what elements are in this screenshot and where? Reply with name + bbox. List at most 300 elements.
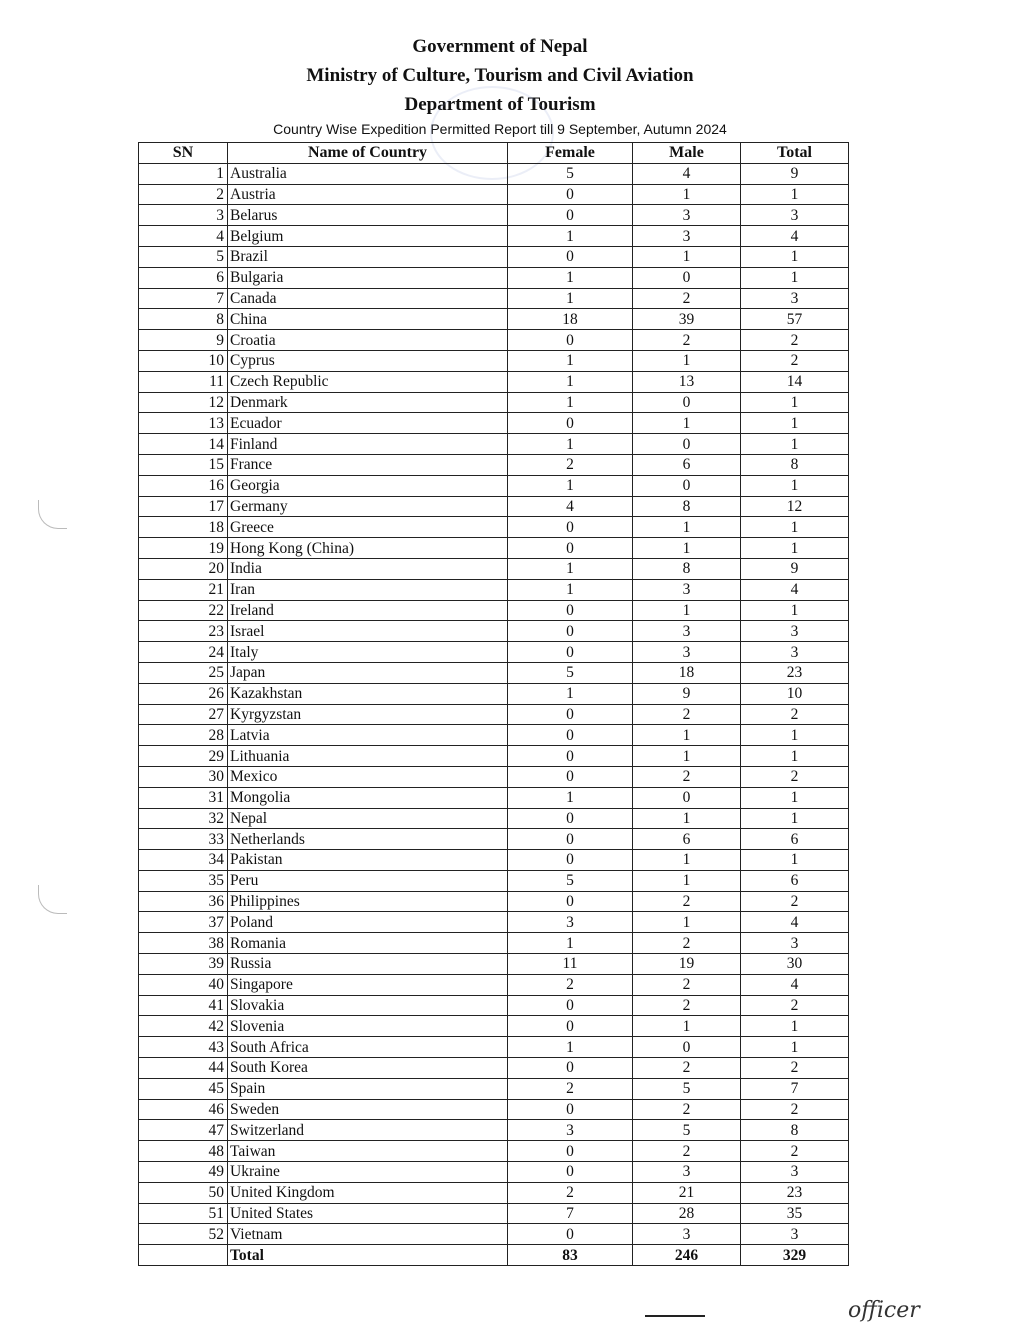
row-sn: 17	[139, 496, 228, 517]
row-sn: 44	[139, 1058, 228, 1079]
row-sn: 12	[139, 392, 228, 413]
row-female: 1	[508, 683, 633, 704]
punch-hole-mark	[38, 500, 67, 529]
table-row	[139, 974, 849, 995]
row-sn: 22	[139, 600, 228, 621]
row-female: 1	[508, 371, 633, 392]
row-female: 1	[508, 434, 633, 455]
row-country: Pakistan	[228, 850, 508, 871]
row-male: 3	[633, 226, 741, 247]
row-total: 23	[741, 662, 849, 683]
row-female: 0	[508, 850, 633, 871]
table-row	[139, 184, 849, 205]
row-female: 1	[508, 1037, 633, 1058]
row-sn: 14	[139, 434, 228, 455]
row-country: United Kingdom	[228, 1182, 508, 1203]
row-sn: 27	[139, 704, 228, 725]
row-male: 13	[633, 371, 741, 392]
row-male: 3	[633, 1224, 741, 1245]
row-female: 2	[508, 974, 633, 995]
row-female: 1	[508, 267, 633, 288]
row-sn: 42	[139, 1016, 228, 1037]
table-row	[139, 1120, 849, 1141]
row-total: 9	[741, 558, 849, 579]
row-male: 2	[633, 1058, 741, 1079]
table-row	[139, 517, 849, 538]
row-total: 2	[741, 1099, 849, 1120]
row-male: 1	[633, 1016, 741, 1037]
row-total: 1	[741, 600, 849, 621]
row-female: 1	[508, 787, 633, 808]
row-country: Brazil	[228, 246, 508, 267]
table-row	[139, 1016, 849, 1037]
row-female: 7	[508, 1203, 633, 1224]
row-total: 3	[741, 205, 849, 226]
row-country: Kazakhstan	[228, 683, 508, 704]
table-row	[139, 538, 849, 559]
table-row	[139, 454, 849, 475]
row-total: 1	[741, 184, 849, 205]
row-male: 28	[633, 1203, 741, 1224]
row-sn: 36	[139, 891, 228, 912]
row-total: 1	[741, 1016, 849, 1037]
row-total: 2	[741, 1058, 849, 1079]
row-male: 1	[633, 517, 741, 538]
row-country: Ireland	[228, 600, 508, 621]
row-country: Russia	[228, 954, 508, 975]
row-male: 1	[633, 870, 741, 891]
table-row	[139, 621, 849, 642]
row-total: 1	[741, 538, 849, 559]
table-row	[139, 787, 849, 808]
column-header-sn: SN	[139, 143, 228, 164]
row-country: Ukraine	[228, 1162, 508, 1183]
row-sn: 3	[139, 205, 228, 226]
table-row	[139, 1099, 849, 1120]
row-country: China	[228, 309, 508, 330]
row-female: 0	[508, 1016, 633, 1037]
row-male: 1	[633, 850, 741, 871]
report-subtitle: Country Wise Expedition Permitted Report till 9 September, Autumn 2024	[273, 121, 727, 137]
row-total: 3	[741, 1162, 849, 1183]
row-country: Italy	[228, 642, 508, 663]
row-male: 0	[633, 392, 741, 413]
row-country: Hong Kong (China)	[228, 538, 508, 559]
row-total: 1	[741, 787, 849, 808]
row-male: 2	[633, 974, 741, 995]
row-country: Switzerland	[228, 1120, 508, 1141]
table-row	[139, 995, 849, 1016]
table-row	[139, 1162, 849, 1183]
row-sn: 2	[139, 184, 228, 205]
row-country: Mongolia	[228, 787, 508, 808]
row-total: 3	[741, 1224, 849, 1245]
row-male: 3	[633, 205, 741, 226]
row-female: 0	[508, 517, 633, 538]
total-label: Total	[228, 1245, 508, 1266]
row-female: 5	[508, 662, 633, 683]
row-female: 0	[508, 995, 633, 1016]
row-total: 1	[741, 850, 849, 871]
table-header-row	[139, 143, 849, 164]
table-row	[139, 1058, 849, 1079]
table-row	[139, 246, 849, 267]
row-sn: 6	[139, 267, 228, 288]
row-female: 2	[508, 454, 633, 475]
row-total: 2	[741, 350, 849, 371]
total-female: 83	[508, 1245, 633, 1266]
row-male: 39	[633, 309, 741, 330]
row-male: 1	[633, 600, 741, 621]
row-male: 19	[633, 954, 741, 975]
row-male: 18	[633, 662, 741, 683]
row-female: 0	[508, 600, 633, 621]
row-country: Japan	[228, 662, 508, 683]
row-country: Bulgaria	[228, 267, 508, 288]
table-row	[139, 1037, 849, 1058]
row-sn: 50	[139, 1182, 228, 1203]
row-country: United States	[228, 1203, 508, 1224]
row-female: 0	[508, 808, 633, 829]
row-female: 11	[508, 954, 633, 975]
row-sn: 5	[139, 246, 228, 267]
row-male: 1	[633, 538, 741, 559]
row-total: 8	[741, 1120, 849, 1141]
row-male: 8	[633, 496, 741, 517]
row-country: Canada	[228, 288, 508, 309]
row-male: 3	[633, 579, 741, 600]
row-female: 1	[508, 475, 633, 496]
table-row	[139, 808, 849, 829]
signature-line	[645, 1315, 705, 1317]
signature-text: officer	[848, 1298, 920, 1323]
table-row	[139, 309, 849, 330]
row-total: 2	[741, 766, 849, 787]
row-country: Belarus	[228, 205, 508, 226]
row-sn: 33	[139, 829, 228, 850]
row-male: 0	[633, 475, 741, 496]
row-male: 2	[633, 330, 741, 351]
row-sn: 18	[139, 517, 228, 538]
row-sn: 20	[139, 558, 228, 579]
row-total: 1	[741, 413, 849, 434]
row-country: South Africa	[228, 1037, 508, 1058]
row-female: 3	[508, 912, 633, 933]
row-total: 14	[741, 371, 849, 392]
row-sn: 49	[139, 1162, 228, 1183]
column-header-country: Name of Country	[228, 143, 508, 164]
row-total: 1	[741, 517, 849, 538]
total-male: 246	[633, 1245, 741, 1266]
row-country: Georgia	[228, 475, 508, 496]
row-country: France	[228, 454, 508, 475]
row-country: Lithuania	[228, 746, 508, 767]
row-total: 1	[741, 725, 849, 746]
row-female: 0	[508, 538, 633, 559]
row-female: 1	[508, 933, 633, 954]
table-row	[139, 933, 849, 954]
total-total: 329	[741, 1245, 849, 1266]
row-male: 1	[633, 246, 741, 267]
table-row	[139, 1141, 849, 1162]
row-male: 2	[633, 995, 741, 1016]
row-total: 35	[741, 1203, 849, 1224]
row-total: 1	[741, 434, 849, 455]
row-country: Latvia	[228, 725, 508, 746]
table-row	[139, 392, 849, 413]
row-female: 4	[508, 496, 633, 517]
row-male: 1	[633, 350, 741, 371]
row-male: 3	[633, 642, 741, 663]
row-total: 1	[741, 475, 849, 496]
table-row	[139, 205, 849, 226]
row-female: 1	[508, 350, 633, 371]
row-female: 0	[508, 330, 633, 351]
row-sn: 28	[139, 725, 228, 746]
row-sn: 41	[139, 995, 228, 1016]
row-total: 6	[741, 870, 849, 891]
row-female: 0	[508, 1162, 633, 1183]
column-header-male: Male	[633, 143, 741, 164]
row-female: 0	[508, 246, 633, 267]
row-female: 0	[508, 1099, 633, 1120]
row-sn: 15	[139, 454, 228, 475]
row-sn: 38	[139, 933, 228, 954]
row-sn: 7	[139, 288, 228, 309]
table-row	[139, 662, 849, 683]
row-sn: 34	[139, 850, 228, 871]
row-country: Australia	[228, 163, 508, 184]
table-row	[139, 600, 849, 621]
row-sn: 8	[139, 309, 228, 330]
row-total: 9	[741, 163, 849, 184]
table-body	[139, 163, 849, 1244]
row-total: 12	[741, 496, 849, 517]
row-country: Denmark	[228, 392, 508, 413]
row-country: Kyrgyzstan	[228, 704, 508, 725]
row-male: 5	[633, 1078, 741, 1099]
row-country: Ecuador	[228, 413, 508, 434]
row-country: Sweden	[228, 1099, 508, 1120]
row-total: 2	[741, 1141, 849, 1162]
row-female: 0	[508, 746, 633, 767]
row-female: 0	[508, 766, 633, 787]
row-male: 2	[633, 891, 741, 912]
row-sn: 39	[139, 954, 228, 975]
row-total: 4	[741, 974, 849, 995]
row-country: Peru	[228, 870, 508, 891]
total-row	[139, 1245, 849, 1266]
row-female: 0	[508, 642, 633, 663]
row-female: 1	[508, 288, 633, 309]
row-country: Singapore	[228, 974, 508, 995]
total-sn-cell	[139, 1245, 228, 1266]
table-row	[139, 371, 849, 392]
row-sn: 19	[139, 538, 228, 559]
row-male: 3	[633, 621, 741, 642]
row-female: 18	[508, 309, 633, 330]
row-female: 0	[508, 205, 633, 226]
row-male: 1	[633, 808, 741, 829]
table-row	[139, 163, 849, 184]
row-sn: 23	[139, 621, 228, 642]
row-male: 3	[633, 1162, 741, 1183]
row-sn: 4	[139, 226, 228, 247]
row-male: 1	[633, 725, 741, 746]
table-row	[139, 891, 849, 912]
row-sn: 46	[139, 1099, 228, 1120]
row-male: 1	[633, 413, 741, 434]
row-total: 2	[741, 891, 849, 912]
row-country: Austria	[228, 184, 508, 205]
table-row	[139, 434, 849, 455]
row-male: 2	[633, 1099, 741, 1120]
row-male: 9	[633, 683, 741, 704]
row-female: 0	[508, 1224, 633, 1245]
table-row	[139, 288, 849, 309]
row-sn: 52	[139, 1224, 228, 1245]
column-header-total: Total	[741, 143, 849, 164]
row-sn: 47	[139, 1120, 228, 1141]
row-sn: 26	[139, 683, 228, 704]
row-country: Belgium	[228, 226, 508, 247]
row-male: 2	[633, 1141, 741, 1162]
row-country: South Korea	[228, 1058, 508, 1079]
row-female: 1	[508, 392, 633, 413]
row-sn: 51	[139, 1203, 228, 1224]
table-row	[139, 704, 849, 725]
row-female: 0	[508, 413, 633, 434]
row-country: Spain	[228, 1078, 508, 1099]
header-department: Department of Tourism	[404, 94, 596, 115]
table-row	[139, 642, 849, 663]
row-total: 1	[741, 267, 849, 288]
row-total: 1	[741, 392, 849, 413]
table-row	[139, 267, 849, 288]
row-sn: 25	[139, 662, 228, 683]
row-male: 5	[633, 1120, 741, 1141]
table-row	[139, 475, 849, 496]
row-female: 5	[508, 870, 633, 891]
table-row	[139, 496, 849, 517]
row-country: Germany	[228, 496, 508, 517]
row-country: Taiwan	[228, 1141, 508, 1162]
row-male: 6	[633, 454, 741, 475]
table-row	[139, 954, 849, 975]
row-total: 23	[741, 1182, 849, 1203]
row-sn: 35	[139, 870, 228, 891]
row-female: 3	[508, 1120, 633, 1141]
header-government: Government of Nepal	[412, 36, 588, 57]
row-female: 5	[508, 163, 633, 184]
row-female: 0	[508, 1058, 633, 1079]
row-male: 2	[633, 288, 741, 309]
row-female: 2	[508, 1182, 633, 1203]
row-total: 2	[741, 995, 849, 1016]
row-male: 2	[633, 704, 741, 725]
row-country: Poland	[228, 912, 508, 933]
row-country: India	[228, 558, 508, 579]
row-male: 21	[633, 1182, 741, 1203]
row-sn: 48	[139, 1141, 228, 1162]
row-country: Iran	[228, 579, 508, 600]
table-row	[139, 870, 849, 891]
table-row	[139, 850, 849, 871]
row-sn: 13	[139, 413, 228, 434]
row-male: 1	[633, 746, 741, 767]
row-male: 4	[633, 163, 741, 184]
table-row	[139, 1203, 849, 1224]
row-total: 1	[741, 808, 849, 829]
row-country: Cyprus	[228, 350, 508, 371]
row-total: 4	[741, 912, 849, 933]
expedition-table	[138, 142, 849, 1266]
row-total: 1	[741, 746, 849, 767]
row-sn: 10	[139, 350, 228, 371]
table-row	[139, 1224, 849, 1245]
row-female: 0	[508, 621, 633, 642]
row-male: 0	[633, 434, 741, 455]
table-row	[139, 829, 849, 850]
table-row	[139, 558, 849, 579]
row-female: 0	[508, 1141, 633, 1162]
row-sn: 43	[139, 1037, 228, 1058]
table-row	[139, 330, 849, 351]
header-ministry: Ministry of Culture, Tourism and Civil Aviation	[306, 65, 694, 86]
row-sn: 45	[139, 1078, 228, 1099]
row-total: 6	[741, 829, 849, 850]
row-country: Finland	[228, 434, 508, 455]
row-sn: 9	[139, 330, 228, 351]
row-female: 0	[508, 725, 633, 746]
row-total: 3	[741, 642, 849, 663]
row-sn: 1	[139, 163, 228, 184]
row-total: 4	[741, 579, 849, 600]
row-sn: 11	[139, 371, 228, 392]
row-total: 2	[741, 704, 849, 725]
table-row	[139, 226, 849, 247]
row-male: 8	[633, 558, 741, 579]
row-country: Slovakia	[228, 995, 508, 1016]
row-total: 3	[741, 288, 849, 309]
row-total: 2	[741, 330, 849, 351]
row-total: 1	[741, 1037, 849, 1058]
row-male: 2	[633, 766, 741, 787]
row-female: 0	[508, 891, 633, 912]
row-total: 4	[741, 226, 849, 247]
row-female: 1	[508, 226, 633, 247]
row-total: 10	[741, 683, 849, 704]
row-total: 3	[741, 933, 849, 954]
row-total: 1	[741, 246, 849, 267]
row-country: Philippines	[228, 891, 508, 912]
table-row	[139, 683, 849, 704]
row-male: 1	[633, 912, 741, 933]
row-female: 2	[508, 1078, 633, 1099]
table-row	[139, 746, 849, 767]
row-country: Israel	[228, 621, 508, 642]
row-country: Romania	[228, 933, 508, 954]
row-sn: 30	[139, 766, 228, 787]
table-row	[139, 579, 849, 600]
table-row	[139, 766, 849, 787]
table-row	[139, 725, 849, 746]
row-country: Czech Republic	[228, 371, 508, 392]
table-row	[139, 350, 849, 371]
punch-hole-mark	[38, 885, 67, 914]
row-total: 3	[741, 621, 849, 642]
table-row	[139, 1078, 849, 1099]
